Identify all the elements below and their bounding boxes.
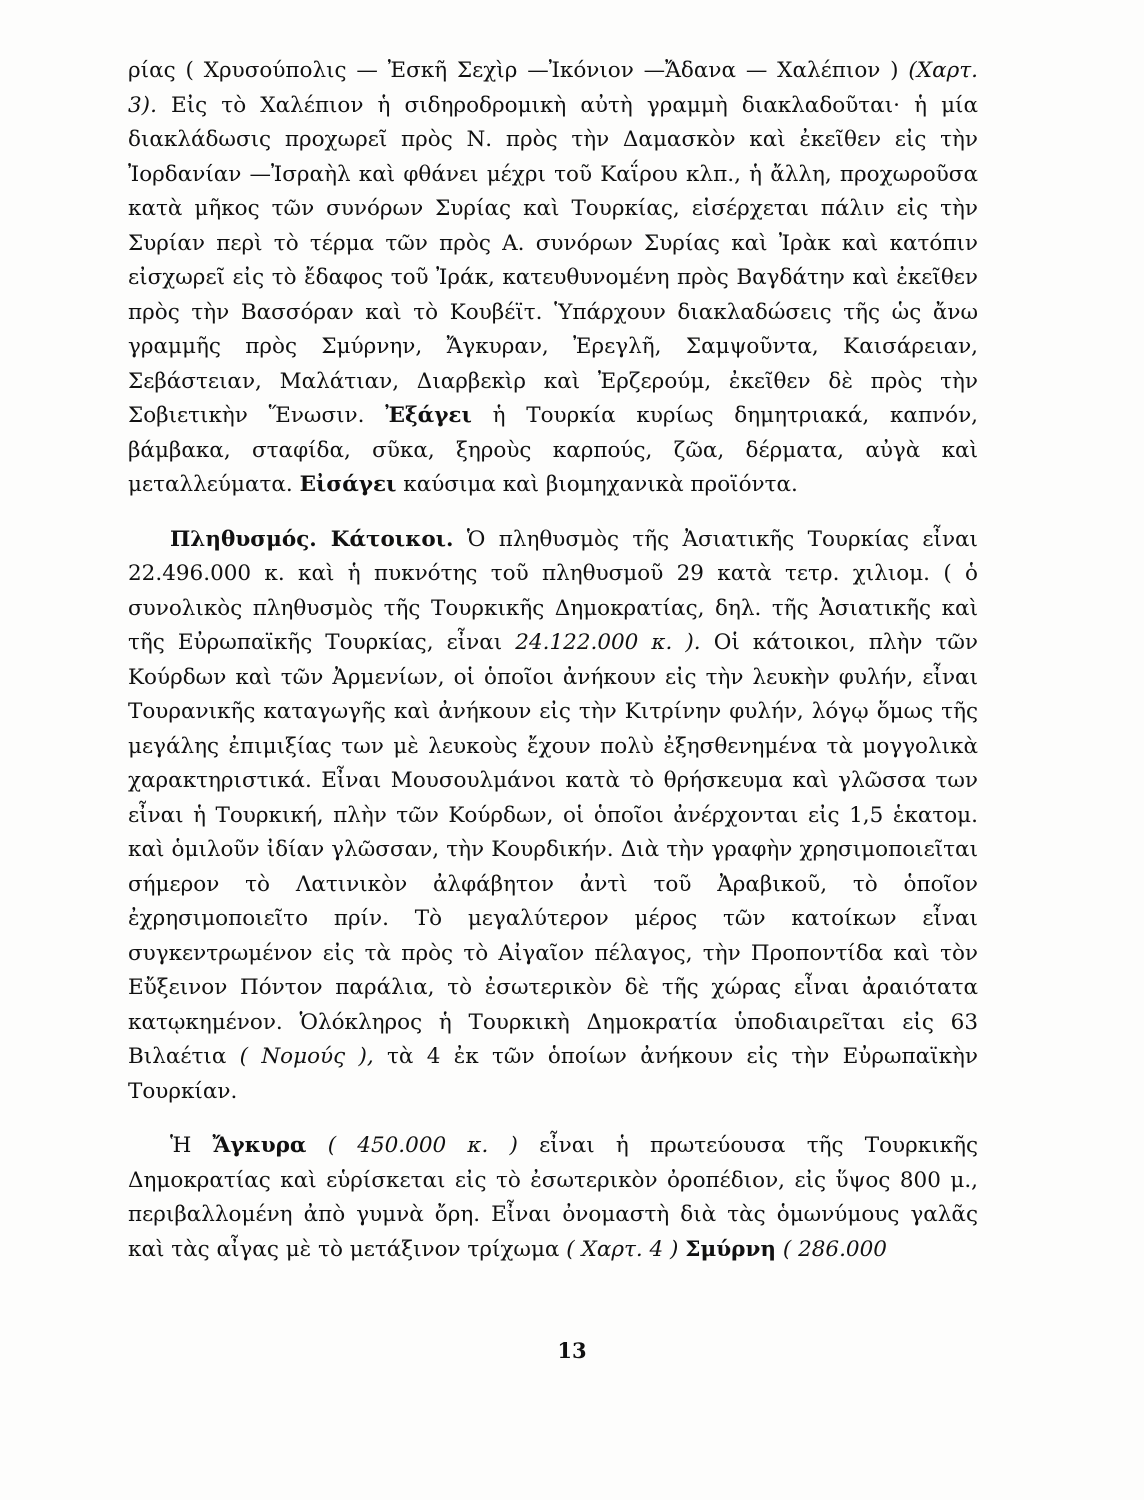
paragraph xyxy=(128,1129,978,1267)
text-run: ἡ Τουρκία κυρίως δημητριακά, καπνόν, βάμβακα, σταφίδα, σῦκα, ξηροὺς καρπούς, ζῶα, δέρματα, αὐγὰ καὶ μεταλλεύματα. xyxy=(128,403,978,497)
bold-text: Ἐξάγει xyxy=(385,403,472,428)
page-number: 13 xyxy=(557,1338,587,1363)
text-run: Οἱ κάτοικοι, πλὴν τῶν Κούρδων καὶ τῶν Ἀρμενίων, οἱ ὁποῖοι ἀνήκουν εἰς τὴν λευκὴν φυλήν, εἶναι Τουρανικῆς καταγωγῆς καὶ ἀνήκουν εἰς τὴν Κιτρίνην φυλήν, λόγῳ ὅμως τῆς μεγάλης ἐπιμιξίας των μὲ λευκοὺς ἔχουν πολὺ ἐξησθενημένα τὰ μογγολικὰ χαρακτηριστικά. Εἶναι Μουσουλμάνοι κατὰ τὸ θρήσκευμα καὶ γλῶσσα των εἶναι ἡ Τουρκική, πλὴν τῶν Κούρδων, οἱ ὁποῖοι ἀνέρχονται εἰς 1,5 ἑκατομ. καὶ ὁμιλοῦν ἰδίαν γλῶσσαν, τὴν Κουρδικήν. Διὰ τὴν γραφὴν χρησιμοποιεῖται σήμερον τὸ Λατινικὸν ἀλφάβητον ἀντὶ τοῦ Ἀραβικοῦ, τὸ ὁποῖον ἐχρησιμοποιεῖτο πρίν. Τὸ μεγαλύτερον μέρος τῶν κατοίκων εἶναι συγκεντρωμένον εἰς τὰ πρὸς τὸ Αἰγαῖον πέλαγος, τὴν Προποντίδα καὶ τὸν Εὔξεινον Πόντον παράλια, τὸ ἐσωτερικὸν δὲ τῆς χώρας εἶναι ἀραιότατα κατῳκημένον. Ὁλόκληρος ἡ Τουρκικὴ Δημοκρατία ὑποδιαιρεῖται εἰς 63 Βιλαέτια xyxy=(128,630,978,1069)
text-run: Ὁ πληθυσμὸς τῆς Ἀσιατικῆς Τουρκίας εἶναι 22.496.000 κ. καὶ ἡ πυκνότης τοῦ πληθυσμοῦ 29 κατὰ τετρ. χιλιομ. ( ὁ συνολικὸς πληθυσμὸς τῆς Τουρκικῆς Δημοκρατίας, δηλ. τῆς Ἀσιατικῆς καὶ τῆς Εὐρωπαϊκῆς Τουρκίας, εἶναι xyxy=(128,526,978,655)
bold-text: Πληθυσμός. Κάτοικοι. xyxy=(170,526,454,552)
bold-text: Εἰσάγει xyxy=(299,472,397,497)
italic-text: 24.122.000 κ. ). xyxy=(515,630,701,655)
text-run: εἶναι ἡ πρωτεύουσα τῆς Τουρκικῆς Δημοκρατίας καὶ εὑρίσκεται εἰς τὸ ἐσωτερικὸν ὀροπέδιον, εἰς ὕψος 800 μ., περιβαλλομένη ἀπὸ γυμνὰ ὄρη. Εἶναι ὀνομαστὴ διὰ τὰς ὁμωνύμους γαλᾶς καὶ τὰς αἶγας μὲ τὸ μετάξινον τρίχωμα xyxy=(128,1133,978,1262)
italic-text: ( 286.000 xyxy=(782,1236,887,1262)
text-run xyxy=(306,1133,327,1158)
text-run: τὰ 4 ἐκ τῶν ὁποίων ἀνήκουν εἰς τὴν Εὐρωπαϊκὴν Τουρκίαν. xyxy=(128,1044,978,1104)
italic-text: (Χαρτ. 3). xyxy=(128,58,978,118)
text-run: Ἡ xyxy=(170,1133,213,1158)
body-text xyxy=(128,54,978,1267)
text-run xyxy=(776,1237,783,1262)
bold-text: Σμύρνη xyxy=(685,1236,776,1262)
italic-text: ( 450.000 κ. ) xyxy=(327,1133,518,1158)
paragraph xyxy=(128,523,978,1110)
italic-text: ( Χαρτ. 4 ) xyxy=(566,1236,679,1262)
text-run: καύσιμα καὶ βιομηχανικὰ προϊόντα. xyxy=(396,472,798,497)
italic-text: ( Νομούς ), xyxy=(239,1044,374,1069)
text-run: Εἰς τὸ Χαλέπιον ἡ σιδηροδρομικὴ αὐτὴ γραμμὴ διακλαδοῦται· ἡ μία διακλάδωσις προχωρεῖ πρὸς Ν. πρὸς τὴν Δαμασκὸν καὶ ἐκεῖθεν εἰς τὴν Ἰορδανίαν —Ἰσραὴλ καὶ φθάνει μέχρι τοῦ Καΐρου κλπ., ἡ ἄλλη, προχωροῦσα κατὰ μῆκος τῶν συνόρων Συρίας καὶ Τουρκίας, εἰσέρχεται πάλιν εἰς τὴν Συρίαν περὶ τὸ τέρμα τῶν πρὸς Α. συνόρων Συρίας καὶ Ἰρὰκ καὶ κατόπιν εἰσχωρεῖ εἰς τὸ ἔδαφος τοῦ Ἰράκ, κατευθυνομένη πρὸς Βαγδάτην καὶ ἐκεῖθεν πρὸς τὴν Βασσόραν καὶ τὸ Κουβέϊτ. Ὑπάρχουν διακλαδώσεις τῆς ὡς ἄνω γραμμῆς πρὸς Σμύρνην, Ἄγκυραν, Ἐρεγλῆ, Σαμψοῦντα, Καισάρειαν, Σεβάστειαν, Μαλάτιαν, Διαρβεκὶρ καὶ Ἐρζερούμ, ἐκεῖθεν δὲ πρὸς τὴν Σοβιετικὴν Ἕνωσιν. xyxy=(128,92,978,428)
bold-text: Ἄγκυρα xyxy=(212,1133,307,1158)
text-run: ρίας ( Χρυσούπολις — Ἐσκῆ Σεχὶρ —Ἰκόνιον —Ἄδανα — Χαλέπιον ) xyxy=(128,58,909,83)
paragraph xyxy=(128,54,978,503)
